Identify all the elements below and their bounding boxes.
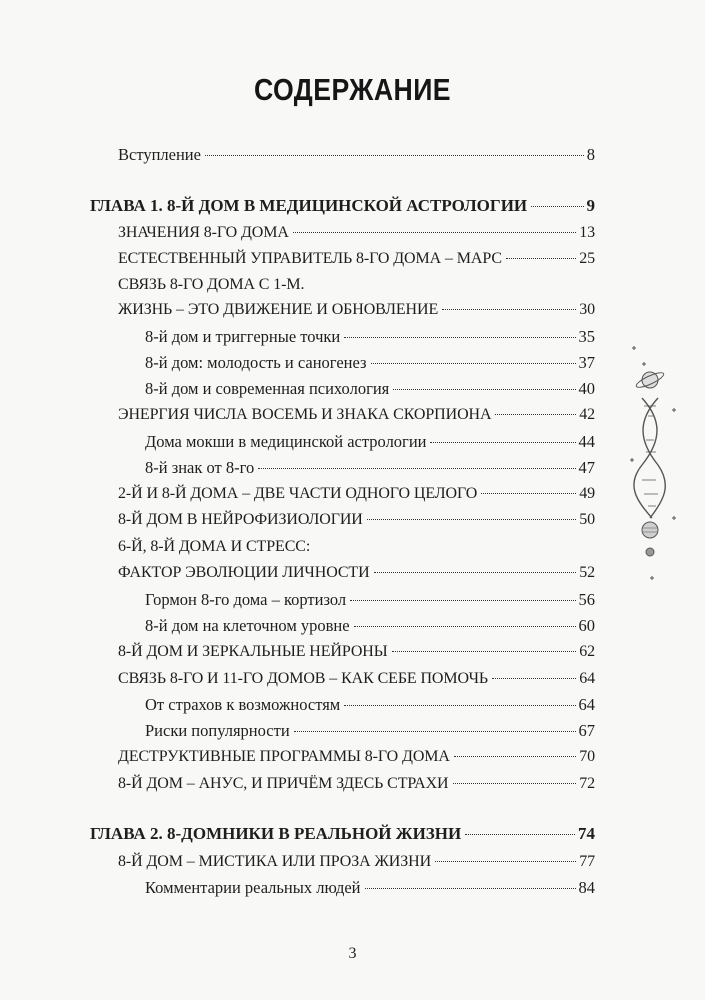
toc-entry: 8-Й ДОМ В НЕЙРОФИЗИОЛОГИИ 50 [118, 511, 595, 528]
toc-subentry: Дома мокши в медицинской астрологии 44 [145, 432, 595, 451]
toc-entry: 8-Й ДОМ – АНУС, И ПРИЧЁМ ЗДЕСЬ СТРАХИ 72 [118, 775, 595, 792]
toc-subentry: Гормон 8-го дома – кортизол 56 [145, 590, 595, 609]
page-number: 3 [348, 945, 357, 962]
toc-entry: ЖИЗНЬ – ЭТО ДВИЖЕНИЕ И ОБНОВЛЕНИЕ 30 [118, 301, 595, 318]
toc-entry: Вступление 8 [118, 145, 595, 164]
planets-dna-helix-illustration-icon [628, 340, 678, 590]
toc-subentry: Комментарии реальных людей 84 [145, 878, 595, 897]
toc-subentry: 8-й знак от 8-го 47 [145, 458, 595, 477]
page-title: СОДЕРЖАНИЕ [253, 72, 452, 107]
toc-entry: 8-Й ДОМ – МИСТИКА ИЛИ ПРОЗА ЖИЗНИ 77 [118, 853, 595, 870]
toc-entry: ЗНАЧЕНИЯ 8-ГО ДОМА 13 [118, 224, 595, 241]
toc-subentry: 8-й дом и триггерные точки 35 [145, 327, 595, 346]
toc-entry: СВЯЗЬ 8-ГО И 11-ГО ДОМОВ – КАК СЕБЕ ПОМОЧЬ 64 [118, 670, 595, 687]
toc-entry: 8-Й ДОМ И ЗЕРКАЛЬНЫЕ НЕЙРОНЫ 62 [118, 643, 595, 660]
toc-subentry: 8-й дом и современная психология 40 [145, 379, 595, 398]
toc-entry: 6-Й, 8-Й ДОМА И СТРЕСС: [118, 538, 311, 555]
toc-chapter-entry: ГЛАВА 2. 8-ДОМНИКИ В РЕАЛЬНОЙ ЖИЗНИ 74 [90, 824, 595, 843]
toc-subentry: 8-й дом: молодость и саногенез 37 [145, 353, 595, 372]
toc-entry: ФАКТОР ЭВОЛЮЦИИ ЛИЧНОСТИ 52 [118, 564, 595, 581]
toc-entry: ДЕСТРУКТИВНЫЕ ПРОГРАММЫ 8-ГО ДОМА 70 [118, 748, 595, 765]
toc-subentry: От страхов к возможностям 64 [145, 695, 595, 714]
toc-subentry: 8-й дом на клеточном уровне 60 [145, 616, 595, 635]
toc-entry: ЕСТЕСТВЕННЫЙ УПРАВИТЕЛЬ 8-ГО ДОМА – МАРС 25 [118, 250, 595, 267]
toc-subentry: Риски популярности 67 [145, 721, 595, 740]
toc-entry: СВЯЗЬ 8-ГО ДОМА С 1-М. [118, 276, 305, 293]
toc-entry: 2-Й И 8-Й ДОМА – ДВЕ ЧАСТИ ОДНОГО ЦЕЛОГО 49 [118, 485, 595, 502]
toc-chapter-entry: ГЛАВА 1. 8-Й ДОМ В МЕДИЦИНСКОЙ АСТРОЛОГИИ 9 [90, 196, 595, 215]
toc-entry: ЭНЕРГИЯ ЧИСЛА ВОСЕМЬ И ЗНАКА СКОРПИОНА 42 [118, 406, 595, 423]
